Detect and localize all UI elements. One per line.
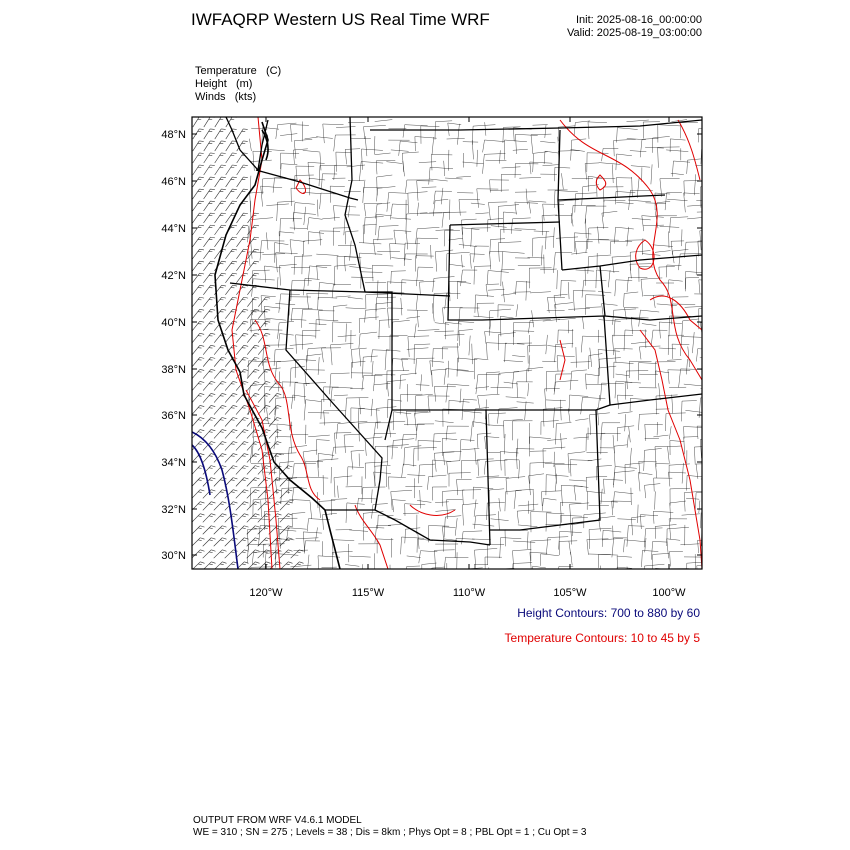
lon-label: 100°W: [652, 587, 686, 599]
lat-label: 46°N: [161, 176, 186, 188]
lon-label: 105°W: [553, 587, 587, 599]
init-time: Init: 2025-08-16_00:00:00: [576, 14, 702, 26]
lon-label: 115°W: [351, 587, 385, 599]
variable-temperature: Temperature (C): [195, 65, 282, 77]
model-configuration: WE = 310 ; SN = 275 ; Levels = 38 ; Dis = 8km ; Phys Opt = 8 ; PBL Opt = 1 ; Cu Opt = 3: [193, 827, 587, 838]
variable-winds: Winds (kts): [195, 91, 257, 103]
lon-label: 120°W: [249, 587, 283, 599]
lat-label: 40°N: [161, 317, 186, 329]
height-contour-legend: Height Contours: 700 to 880 by 60: [517, 606, 700, 620]
variable-height: Height (m): [195, 78, 253, 90]
map-title: IWFAQRP Western US Real Time WRF: [191, 10, 490, 29]
lat-label: 42°N: [161, 270, 186, 282]
model-output-label: OUTPUT FROM WRF V4.6.1 MODEL: [193, 815, 362, 826]
lat-label: 38°N: [161, 364, 186, 376]
lat-label: 48°N: [161, 129, 186, 141]
lat-label: 32°N: [161, 504, 186, 516]
lat-label: 30°N: [161, 550, 186, 562]
temperature-contour-legend: Temperature Contours: 10 to 45 by 5: [504, 631, 700, 645]
lat-label: 44°N: [161, 223, 186, 235]
lat-label: 34°N: [161, 457, 186, 469]
lat-label: 36°N: [161, 410, 186, 422]
lon-label: 110°W: [452, 587, 486, 599]
valid-time: Valid: 2025-08-19_03:00:00: [567, 27, 702, 39]
